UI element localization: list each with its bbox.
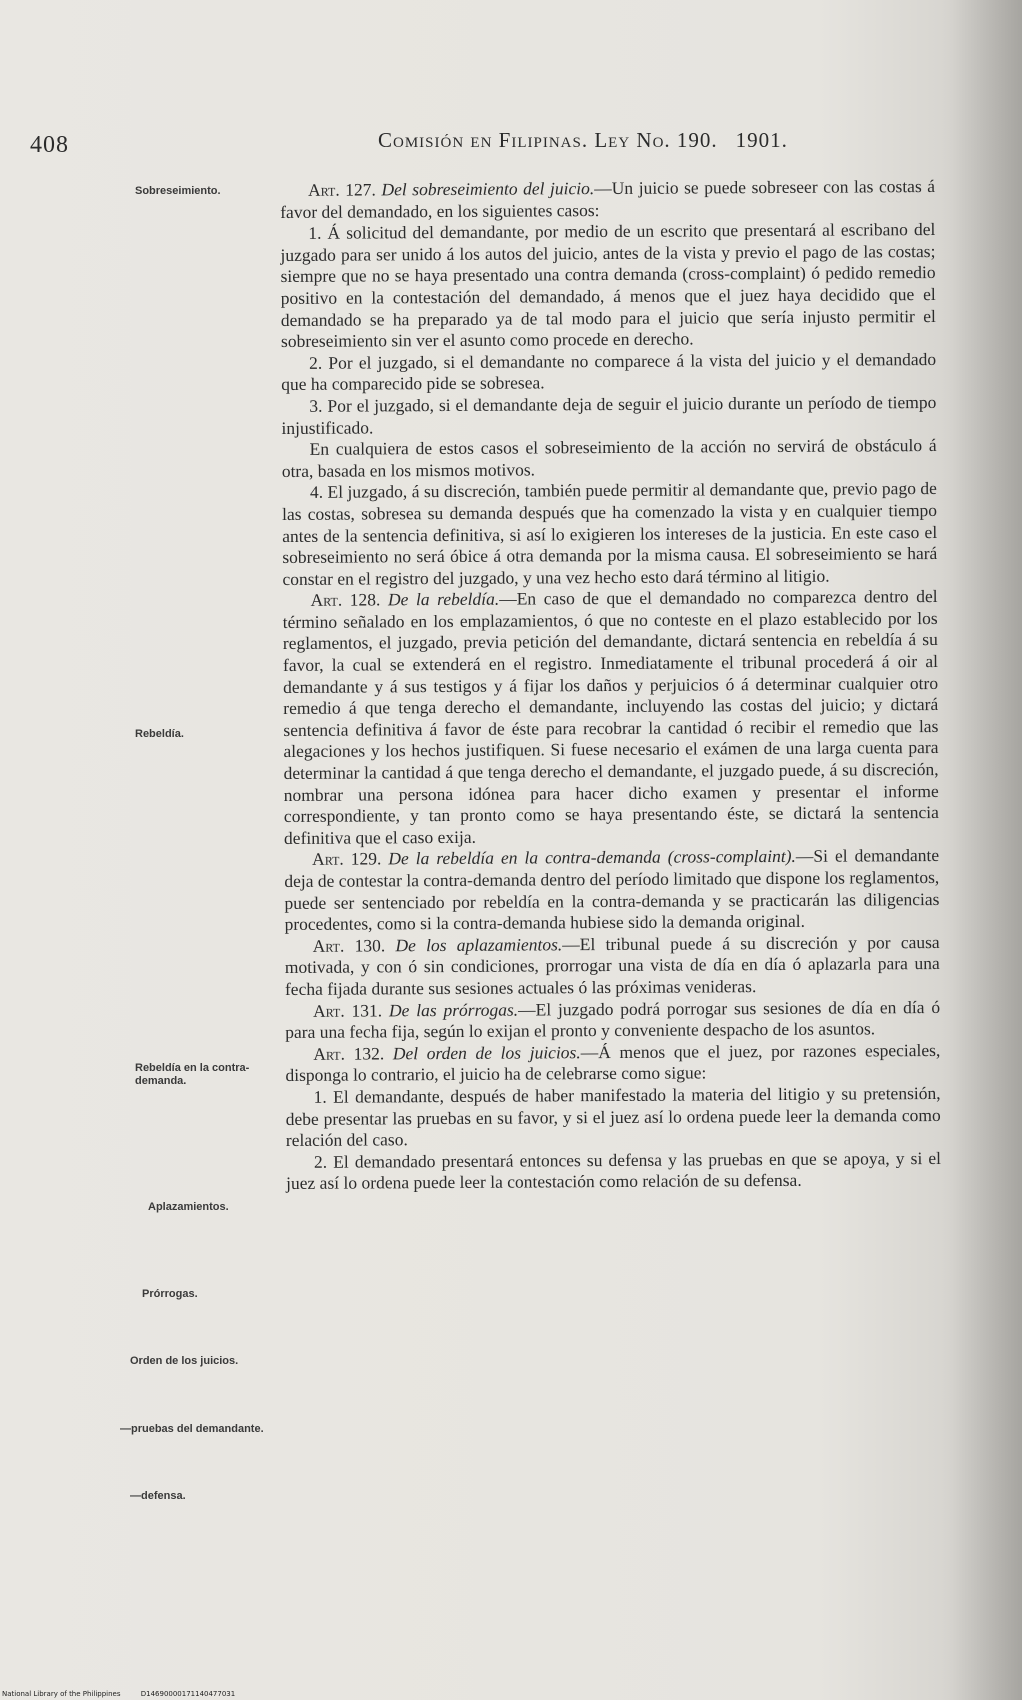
- paragraph-text: —El juzgado podrá porrogar sus sesiones de día en día ó para una fecha fija, según lo exijan el pronto y conveniente despacho de los asuntos.: [285, 996, 941, 1043]
- paragraph: [282, 478, 938, 590]
- paragraph-text: —En caso de que el demandado no comparezca dentro del término señalado en los emplazamientos, ó que no conteste en el plazo establecido por los reglamentos, el juzgado, previa petición del demandante, dictará sentencia en rebeldía á su favor, la cual se extenderá en el registro. Inmediatamente el tribunal procederá á oir al demandante y á sus testigos y á fijar los daños y perjuicios ó á determinar cualquier otro remedio á que tenga derecho el demandante, incluyendo las costas del juicio; y dictará sentencia definitiva á favor de éste para recobrar la cantidad ó recibir el remedio que las alegaciones y los hechos justifiquen. Si fuese necesario el exámen de una larga cuenta para determinar la cantidad á que tenga derecho el demandante, el juzgado puede, á su discreción, nombrar una persona idónea para hacer dicho examen y presentar el informe correspondiente, y tan pronto como se haya presentando éste, se dictará la sentencia definitiva que el caso exija.: [282, 586, 939, 848]
- paragraph-art-129: [284, 845, 940, 935]
- article-label: Art. 128.: [310, 589, 381, 611]
- page-number: 408: [30, 132, 69, 158]
- paragraph-text: —Á menos que el juez, por razones especiales, disponga lo contrario, el juicio ha de celebrarse como sigue:: [285, 1039, 941, 1086]
- scan-footer: [2, 1690, 253, 1698]
- paragraph-text: 4. El juzgado, á su discreción, también puede permitir al demandante que, previo pago de las costas, sobresea su demanda después que ha comenzado la vista y en cualquier tiempo antes de la sentencia definitiva, si así lo exigieren los intereses de la justicia. En este caso el sobreseimiento no será óbice á otra demanda por la misma causa. El sobreseimiento se hará constar en el registro del juzgado, y una vez hecho esto dará término al litigio.: [281, 478, 938, 589]
- paragraph-text: —Un juicio se puede sobreseer con las costas á favor del demandado, en los siguientes casos:: [280, 175, 936, 222]
- paragraph-art-128: [283, 586, 940, 849]
- paragraph-text: 2. El demandado presentará entonces su defensa y las pruebas en que se apoya, y si el juez así lo ordena puede leer la contestación como relación de su defensa.: [286, 1147, 942, 1194]
- paragraph: [286, 1083, 941, 1152]
- article-title: De las prórrogas.: [388, 999, 519, 1020]
- margin-note-aplazamientos: Aplazamientos.: [148, 1201, 229, 1213]
- article-label: Art. 130.: [312, 935, 386, 956]
- article-label: Art. 131.: [313, 999, 383, 1021]
- footer-library: National Library of the Philippines: [2, 1690, 121, 1698]
- paragraph-text: 1. El demandante, después de haber manifestado la materia del litigio y su pretensión, debe presentar las pruebas en su favor, y si el juez así lo ordena puede leer la demanda como relación del caso.: [285, 1082, 941, 1151]
- margin-note-prorrogas: Prórrogas.: [142, 1288, 198, 1300]
- article-title: Del orden de los juicios.: [392, 1041, 581, 1064]
- article-label: Art. 132.: [313, 1043, 385, 1064]
- body-text: [280, 176, 941, 1195]
- paragraph-art-127: [280, 176, 935, 223]
- footer-id: D14690000171140477031: [140, 1690, 236, 1698]
- paragraph-art-132: [285, 1040, 940, 1087]
- paragraph-text: 1. Á solicitud del demandante, por medio de un escrito que presentará al escribano del juzgado para ser unido á los autos del juicio, antes de la vista y previo el pago de las costas; siempre que no se haya presentado una contra demanda (cross-complaint) ó pedido remedio positivo en la contestación del demandado, á menos que el juez haya decidido que el demandado se ha preparado ya de tal modo para el juicio que sería injusto permitir el sobreseimiento sin ver el asunto como procede en derecho.: [280, 219, 936, 352]
- paragraph-art-131: [285, 997, 940, 1044]
- running-head: [378, 128, 788, 153]
- page-edge-shadow: [952, 0, 1022, 1700]
- paragraph-text: En cualquiera de estos casos el sobreseimiento de la acción no servirá de obstáculo á otra, basada en los mismos motivos.: [281, 435, 937, 481]
- paragraph-text: 2. Por el juzgado, si el demandante no comparece á la vista del juicio y el demandado que ha comparecido pide se sobresea.: [281, 348, 937, 395]
- margin-note-defensa: —defensa.: [130, 1490, 186, 1502]
- margin-note-orden-juicios: Orden de los juicios.: [130, 1355, 239, 1367]
- paragraph: [280, 219, 936, 353]
- margin-note-rebeldia-contra: Rebeldía en la contra-demanda.: [135, 1062, 250, 1087]
- margin-note-rebeldia: Rebeldía.: [135, 728, 184, 740]
- paragraph-text: —Si el demandante deja de contestar la contra-demanda dentro del período limitado que dispone los reglamentos, puede ser sentenciado por rebeldía en la contra-demanda y se practicarán las diligencias procedentes, como si la contra-demanda hubiese sido la demanda original.: [284, 845, 940, 935]
- margin-note-pruebas: —pruebas del demandante.: [120, 1423, 264, 1435]
- article-label: Art. 127.: [307, 179, 376, 200]
- running-head-year: 1901.: [735, 128, 788, 152]
- paragraph: [282, 435, 937, 482]
- paragraph: [281, 349, 936, 396]
- article-title: Del sobreseimiento del juicio.: [381, 178, 595, 200]
- paragraph-art-130: [285, 932, 940, 1001]
- paragraph-text: 3. Por el juzgado, si el demandante deja de seguir el juicio durante un período de tiempo injustificado.: [281, 391, 937, 438]
- article-label: Art. 129.: [312, 848, 382, 870]
- paragraph: [286, 1148, 941, 1195]
- running-head-title: Comisión en Filipinas. Ley No. 190.: [378, 128, 718, 152]
- article-title: De los aplazamientos.: [395, 934, 563, 956]
- article-title: De la rebeldía.: [387, 588, 500, 610]
- paragraph: [281, 392, 936, 439]
- article-title: De la rebeldía en la contra-demanda (cross-complaint).: [388, 846, 796, 869]
- paragraph-text: —El tribunal puede á su discreción y por causa motivada, y con ó sin condiciones, prorrogar una vista de día en día ó aplazarla para una fecha fijada durante sus sesiones actuales ó las próximas venideras.: [284, 931, 940, 999]
- margin-note-sobreseimiento: Sobreseimiento.: [135, 185, 221, 197]
